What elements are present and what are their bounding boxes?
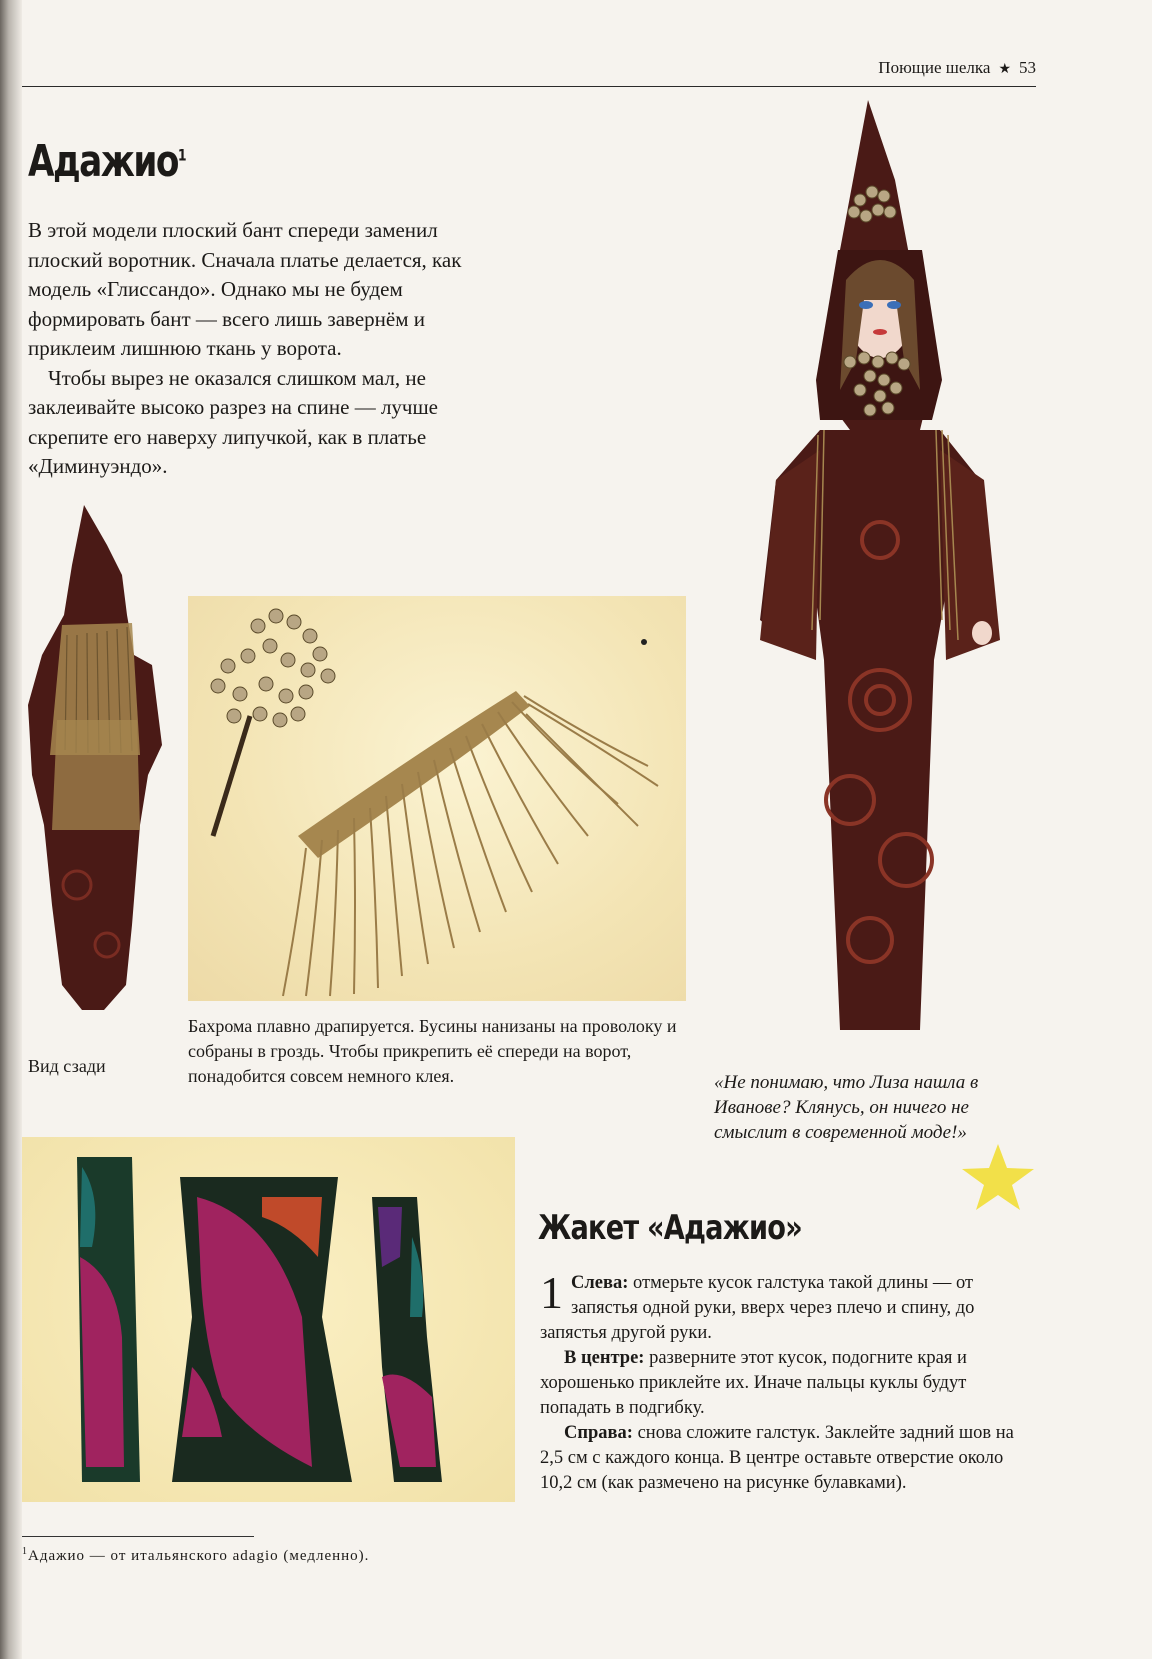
fringe-and-beads-photo <box>188 596 686 1001</box>
intro-text <box>28 216 503 482</box>
step-right-text: снова сложите галстук. Заклейте задний шов на 2,5 см с каждого конца. В центре оставьте отверстие около 10,2 см (как размечено на рисунке булавками). <box>540 1423 1014 1493</box>
header-rule <box>22 86 1036 87</box>
page-title <box>28 136 185 187</box>
intro-paragraph-1: В этой модели плоский бант спереди заменил плоский воротник. Сначала платье делается, как модель «Глиссандо». Однако мы не будем формировать бант — всего лишь завернём и приклеим лишнюю ткань у ворота. <box>28 218 462 360</box>
step-left-text: отмерьте кусок галстука такой длины — от запястья одной руки, вверх через плечо и спину, до запястья другой руки. <box>540 1273 975 1343</box>
star-decoration-icon <box>958 1142 1038 1212</box>
doll-in-adagio-dress-photo <box>720 100 1050 1060</box>
page-title-text: Адажио <box>28 136 178 187</box>
footnote-rule <box>22 1536 254 1537</box>
footnote-text: Адажио — от итальянского adagio (медленно). <box>28 1548 370 1564</box>
page-number: 53 <box>1019 58 1036 77</box>
star-separator-icon: ★ <box>998 62 1011 77</box>
section-title: Поющие шелка <box>878 58 991 77</box>
doll-quote: «Не понимаю, что Лиза нашла в Иванове? Клянусь, он ничего не смыслит в современной моде!» <box>714 1072 979 1143</box>
book-gutter <box>0 0 22 1659</box>
footnote-mark: 1 <box>22 1546 28 1557</box>
back-view-caption: Вид сзади <box>28 1056 106 1076</box>
jacket-section-title: Жакет «Адажио» <box>538 1208 802 1248</box>
intro-paragraph-2: Чтобы вырез не оказался слишком мал, не заклеивайте высоко разрез на спине — лучше скрепите его наверху липучкой, как в платье «Диминуэндо». <box>28 365 438 478</box>
footnote <box>22 1546 369 1565</box>
running-header <box>878 58 1036 78</box>
detail-caption: Бахрома плавно драпируется. Бусины нанизаны на проволоку и собраны в гроздь. Чтобы прикрепить её спереди на ворот, понадобится совсем немного клея. <box>188 1016 677 1086</box>
step-center-text: разверните этот кусок, подогните края и хорошенько приклейте их. Иначе пальцы куклы будут попадать в подгибку. <box>540 1348 967 1418</box>
step-number: 1 <box>540 1267 563 1318</box>
step-center <box>540 1346 1040 1421</box>
jacket-steps-photo <box>22 1137 515 1502</box>
step-left-label: Слева: <box>571 1273 629 1293</box>
footnote-reference: 1 <box>177 145 185 165</box>
step-right-label: Справа: <box>564 1423 633 1443</box>
back-view-photo <box>22 505 172 1040</box>
step-left <box>540 1267 1040 1346</box>
step-center-label: В центре: <box>564 1348 645 1368</box>
step-right <box>540 1421 1040 1496</box>
jacket-instructions <box>540 1267 1040 1496</box>
